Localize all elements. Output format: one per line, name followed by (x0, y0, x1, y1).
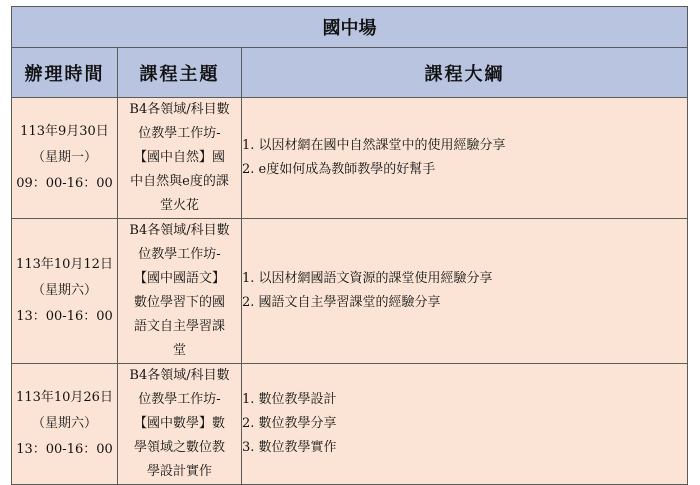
topic-line: 語文自主學習課 (133, 319, 225, 334)
topic-cell (118, 219, 242, 364)
topic-line: 【國中自然】國 (133, 150, 225, 165)
topic-line: 堂 (172, 343, 186, 358)
time-cell (12, 219, 118, 364)
schedule-table (11, 6, 688, 485)
outline-item: 1. 以因材網國語文資源的課堂使用經驗分享 (242, 271, 493, 286)
header-outline: 課程大綱 (242, 48, 688, 98)
topic-line: 學領域之數位教 (133, 440, 225, 455)
topic-line: 【國中國語文】 (133, 271, 225, 286)
topic-line: B4各領域/科目數 (129, 102, 230, 117)
weekday-text: （星期六） (31, 283, 97, 298)
table-row (12, 98, 688, 219)
topic-line: 數位學習下的國 (133, 295, 225, 310)
outline-item: 2. 數位教學分享 (242, 416, 337, 431)
topic-line: 位教學工作坊- (138, 392, 221, 407)
table-title: 國中場 (12, 7, 688, 48)
topic-line: 堂火花 (159, 198, 199, 213)
topic-cell (118, 364, 242, 485)
date-text: 113年10月12日 (16, 257, 113, 272)
outline-item: 1. 以因材網在國中自然課堂中的使用經驗分享 (242, 138, 506, 153)
outline-cell (242, 219, 688, 364)
hours-text: 09：00-16：00 (16, 176, 113, 191)
hours-text: 13：00-16：00 (16, 442, 113, 457)
topic-line: 位教學工作坊- (138, 247, 221, 262)
topic-line: B4各領域/科目數 (129, 223, 230, 238)
outline-item: 3. 數位教學實作 (242, 440, 337, 455)
time-cell (12, 98, 118, 219)
outline-item: 1. 數位教學設計 (242, 392, 337, 407)
outline-item: 2. e度如何成為教師教學的好幫手 (242, 162, 436, 177)
topic-line: 學設計實作 (146, 464, 212, 479)
outline-cell (242, 98, 688, 219)
outline-item: 2. 國語文自主學習課堂的經驗分享 (242, 295, 441, 310)
time-cell (12, 364, 118, 485)
header-topic: 課程主題 (118, 48, 242, 98)
date-text: 113年9月30日 (20, 124, 109, 139)
topic-line: 中自然與e度的課 (130, 174, 229, 189)
weekday-text: （星期一） (31, 150, 97, 165)
table-row (12, 219, 688, 364)
outline-list (242, 134, 687, 182)
header-time: 辦理時間 (12, 48, 118, 98)
date-text: 113年10月26日 (16, 390, 113, 405)
topic-line: B4各領域/科目數 (129, 368, 230, 383)
title-row (12, 7, 688, 48)
topic-line: 【國中數學】數 (133, 416, 225, 431)
weekday-text: （星期六） (31, 416, 97, 431)
topic-cell (118, 98, 242, 219)
outline-list (242, 388, 687, 460)
outline-cell (242, 364, 688, 485)
header-row (12, 48, 688, 98)
table-row (12, 364, 688, 485)
topic-line: 位教學工作坊- (138, 126, 221, 141)
hours-text: 13：00-16：00 (16, 309, 113, 324)
outline-list (242, 267, 687, 315)
